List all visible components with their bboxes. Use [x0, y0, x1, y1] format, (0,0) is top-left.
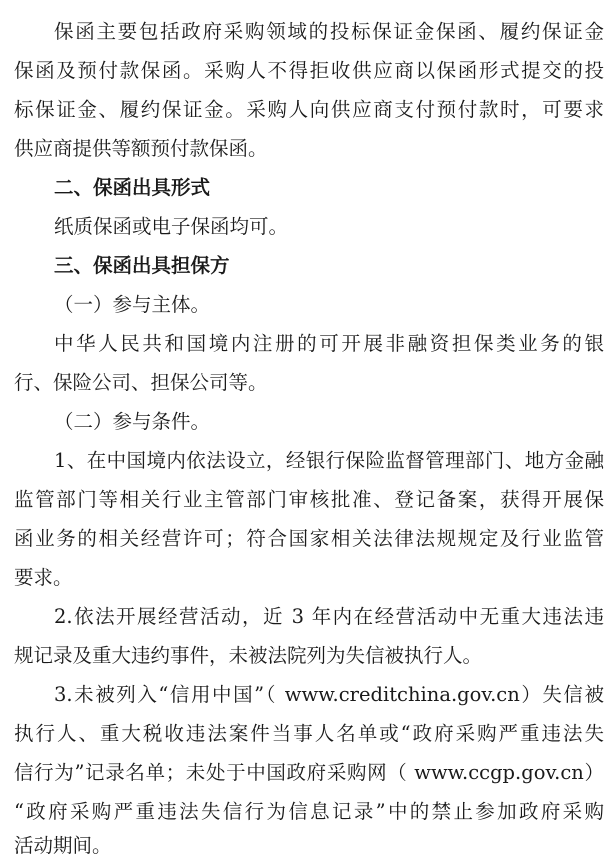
subheading-participants: （一）参与主体。: [54, 293, 211, 316]
condition-3-line-3: 信行为”记录名单；未处于中国政府采购网（ www.ccgp.gov.cn）: [14, 761, 604, 784]
paragraph-form: 纸质保函或电子保函均可。: [54, 215, 289, 238]
paragraph-guarantee-types-line-2: 保函及预付款保函。采购人不得拒收供应商以保函形式提交的投: [14, 59, 604, 82]
paragraph-guarantee-types-line-1: 保函主要包括政府采购领域的投标保证金保函、履约保证金: [54, 20, 604, 43]
section-heading-guarantor: 三、保函出具担保方: [54, 254, 230, 277]
condition-3-line-5: 活动期间。: [14, 834, 112, 857]
condition-3-line-1: 3.未被列入“信用中国”（ www.creditchina.gov.cn）失信被: [54, 683, 604, 706]
section-heading-form: 二、保函出具形式: [54, 176, 211, 199]
condition-1-line-4: 要求。: [14, 566, 73, 589]
condition-1-line-3: 函业务的相关经营许可；符合国家相关法律法规规定及行业监管: [14, 527, 604, 550]
paragraph-guarantee-types-line-3: 标保证金、履约保证金。采购人向供应商支付预付款时，可要求: [14, 98, 604, 121]
paragraph-participants-line-1: 中华人民共和国境内注册的可开展非融资担保类业务的银: [54, 332, 604, 355]
condition-3-line-2: 执行人、重大税收违法案件当事人名单或“政府采购严重违法失: [14, 722, 604, 745]
condition-1-line-1: 1、在中国境内依法设立，经银行保险监督管理部门、地方金融: [54, 449, 604, 472]
condition-3-line-4: “政府采购严重违法失信行为信息记录”中的禁止参加政府采购: [14, 800, 604, 823]
paragraph-participants-line-2: 行、保险公司、担保公司等。: [14, 371, 268, 394]
condition-2-line-1: 2.依法开展经营活动，近 3 年内在经营活动中无重大违法违: [54, 605, 604, 628]
condition-2-line-2: 规记录及重大违约事件，未被法院列为失信被执行人。: [14, 644, 483, 667]
paragraph-guarantee-types-line-4: 供应商提供等额预付款保函。: [14, 137, 268, 160]
condition-1-line-2: 监管部门等相关行业主管部门审核批准、登记备案，获得开展保: [14, 488, 604, 511]
subheading-conditions: （二）参与条件。: [54, 410, 211, 433]
